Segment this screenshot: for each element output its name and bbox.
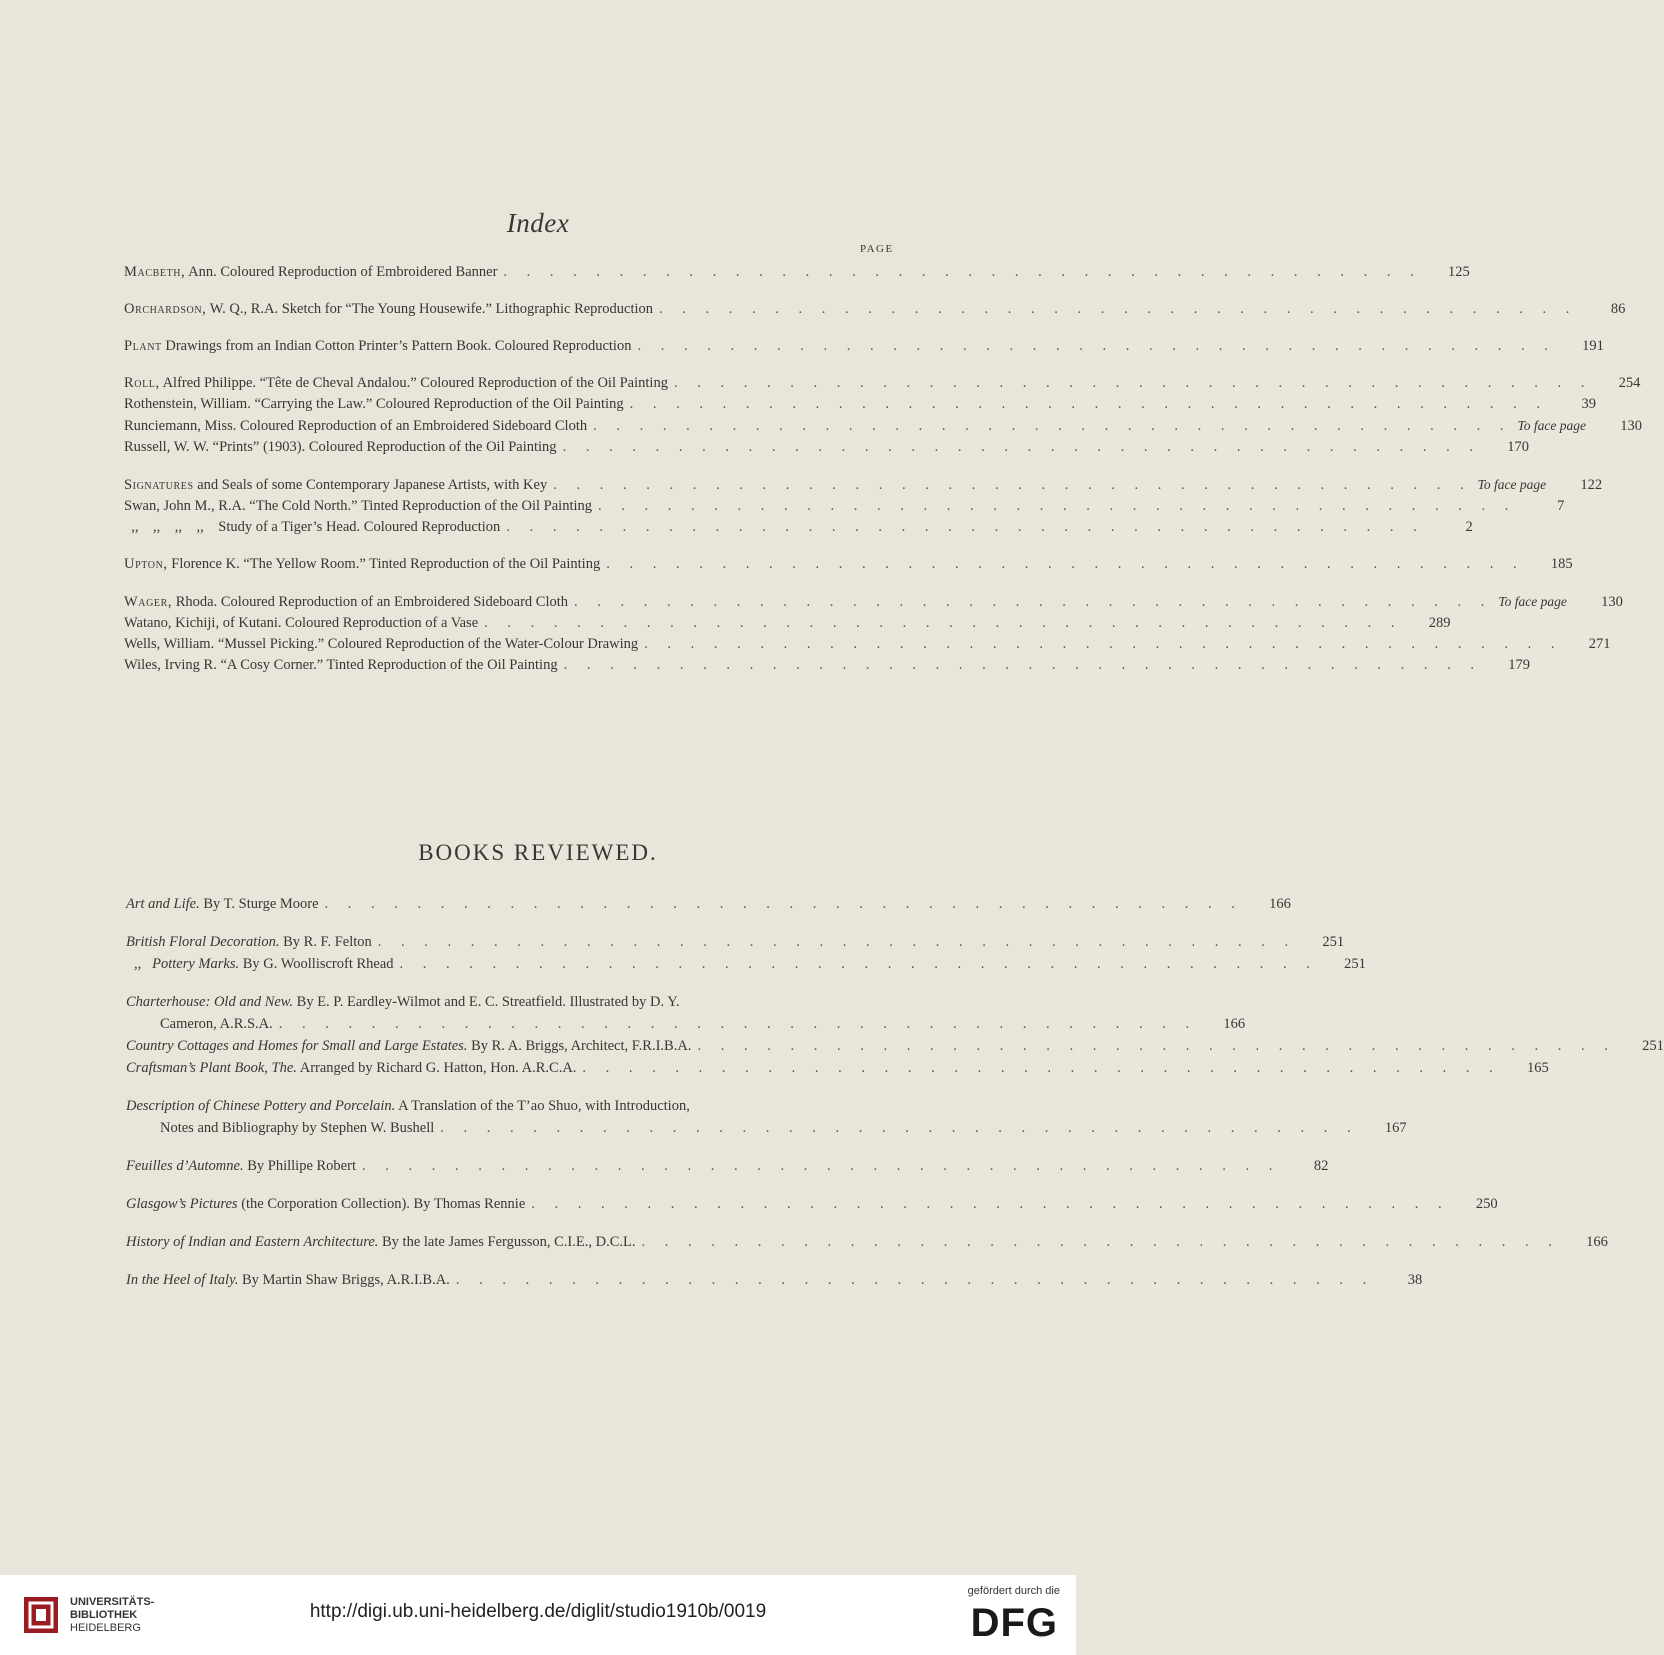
entry-surname: Orchardson,	[124, 301, 207, 317]
entry-description: ,, ,, ,, ,, Study of a Tiger’s Head. Coloured Reproduction	[124, 519, 501, 535]
index-entry	[124, 437, 1529, 458]
book-title: British Floral Decoration.	[126, 934, 280, 950]
book-entry	[126, 1155, 1329, 1177]
book-author: Cameron, A.R.S.A.	[160, 1016, 273, 1032]
index-entry	[124, 591, 1623, 613]
index-entry	[124, 336, 1604, 357]
group-spacer	[124, 357, 910, 373]
to-face-page-label: To face page	[1477, 477, 1547, 492]
entry-text	[124, 394, 624, 415]
entry-surname: Upton,	[124, 556, 168, 572]
dot-leader	[456, 1269, 1374, 1291]
book-title: Charterhouse: Old and New.	[126, 994, 294, 1010]
group-spacer	[126, 1079, 910, 1095]
index-entry	[124, 634, 1611, 655]
page-column-label: PAGE	[860, 243, 894, 255]
dot-leader	[531, 1193, 1449, 1215]
book-title: Description of Chinese Pottery and Porcelain.	[126, 1098, 396, 1114]
group-spacer	[124, 458, 910, 474]
entry-text	[124, 634, 638, 655]
book-entry-text	[160, 1117, 434, 1139]
book-entry	[126, 991, 910, 1013]
index-entry	[124, 394, 1596, 415]
dot-leader	[641, 1231, 1559, 1253]
dot-leader	[574, 592, 1492, 613]
entry-description: Rothenstein, William. “Carrying the Law.” Coloured Reproduction of the Oil Painting	[124, 396, 624, 412]
group-spacer	[126, 1139, 910, 1155]
book-entry	[126, 1117, 1407, 1139]
entry-description: Russell, W. W. “Prints” (1903). Coloured Reproduction of the Oil Painting	[124, 439, 557, 455]
book-entry-text	[160, 1013, 273, 1035]
entry-description: Runciemann, Miss. Coloured Reproduction of an Embroidered Sideboard Cloth	[124, 418, 588, 434]
page-number: 82	[1313, 1158, 1329, 1174]
entry-text	[124, 592, 568, 613]
book-title: Feuilles d’Automne.	[126, 1158, 244, 1174]
page-number: 251	[1344, 956, 1366, 972]
entry-description: and Seals of some Contemporary Japanese Artists, with Key	[193, 477, 548, 493]
dot-leader	[362, 1155, 1280, 1177]
book-title: History of Indian and Eastern Architecture.	[126, 1234, 379, 1250]
book-entry-text	[126, 1057, 576, 1079]
index-entry	[124, 262, 1470, 283]
book-entry-text	[126, 931, 372, 953]
book-entry-text	[126, 893, 319, 915]
book-author: By T. Sturge Moore	[199, 896, 319, 912]
entry-description: Alfred Philippe. “Tête de Cheval Andalou.” Coloured Reproduction of the Oil Painting	[159, 375, 668, 391]
book-author: (the Corporation Collection). By Thomas Rennie	[237, 1196, 526, 1212]
book-entry	[126, 1231, 1608, 1253]
to-face-page-label: To face page	[1498, 594, 1567, 609]
index-entry	[124, 655, 1530, 676]
dot-leader	[697, 1035, 1615, 1057]
index-entry	[124, 496, 1565, 517]
dot-leader	[637, 336, 1555, 357]
book-author: By the late James Fergusson, C.I.E., D.C.L.	[378, 1234, 636, 1250]
page-number: 38	[1407, 1272, 1423, 1288]
page-number: 130	[1620, 418, 1642, 434]
dot-leader	[606, 554, 1524, 575]
page-number: 39	[1581, 396, 1596, 412]
book-entry-text	[126, 1269, 450, 1291]
page-number: 251	[1642, 1038, 1664, 1054]
book-entry-text	[126, 1155, 356, 1177]
group-spacer	[126, 975, 910, 991]
page-number: 165	[1527, 1060, 1549, 1076]
dot-leader	[279, 1013, 1197, 1035]
entry-text	[124, 416, 587, 437]
book-title: Craftsman’s Plant Book, The.	[126, 1060, 297, 1076]
page-number: 166	[1269, 896, 1291, 912]
group-spacer	[126, 1215, 910, 1231]
book-entry	[126, 1057, 1549, 1079]
entry-surname: Plant	[124, 338, 162, 354]
book-author: By G. Woolliscroft Rhead	[239, 956, 394, 972]
book-author: Notes and Bibliography by Stephen W. Bushell	[160, 1120, 435, 1136]
index-entry	[124, 373, 1641, 394]
book-entry	[126, 1269, 1423, 1291]
page-number: 185	[1550, 556, 1573, 572]
book-author: By R. A. Briggs, Architect, F.R.I.B.A.	[467, 1038, 692, 1054]
book-entry	[126, 931, 1345, 953]
page-number: 250	[1475, 1196, 1498, 1212]
group-spacer	[126, 1177, 910, 1193]
page-number: 7	[1557, 498, 1565, 514]
library-name-line2: BIBLIOTHEK	[70, 1609, 138, 1621]
group-spacer	[124, 538, 910, 554]
dfg-logo: DFG	[970, 1601, 1058, 1645]
book-author: By E. P. Eardley-Wilmot and E. C. Streatfield. Illustrated by D. Y.	[293, 994, 680, 1010]
entry-text	[124, 336, 631, 357]
source-url-link[interactable]: http://digi.ub.uni-heidelberg.de/diglit/studio1910b/0019	[309, 1601, 767, 1622]
book-entry-text	[126, 991, 679, 1013]
page-number: 167	[1384, 1120, 1407, 1136]
index-list	[124, 262, 1642, 676]
book-title: Country Cottages and Homes for Small and Large Estates.	[126, 1038, 468, 1054]
book-author: By R. F. Felton	[279, 934, 372, 950]
index-entry	[124, 474, 1603, 496]
book-author: By Phillipe Robert	[243, 1158, 356, 1174]
index-title: Index	[506, 208, 570, 238]
entry-text	[124, 496, 592, 517]
books-reviewed-list	[126, 893, 1664, 1291]
book-entry-text	[126, 1193, 525, 1215]
entry-text	[124, 262, 497, 283]
book-entry	[126, 953, 1366, 975]
entry-surname: Roll,	[124, 375, 160, 391]
dot-leader	[553, 475, 1471, 496]
page-number: 130	[1601, 594, 1623, 610]
entry-description: Watano, Kichiji, of Kutani. Coloured Reproduction of a Vase	[124, 615, 479, 631]
page-number: 179	[1508, 657, 1530, 673]
dot-leader	[563, 437, 1481, 458]
entry-description: Ann. Coloured Reproduction of Embroidered Banner	[185, 264, 498, 280]
funding-label: gefördert durch die	[967, 1585, 1060, 1597]
to-face-page-label: To face page	[1517, 418, 1586, 433]
book-entry-text	[126, 1095, 690, 1117]
book-entry-text	[126, 1231, 635, 1253]
entry-text	[124, 613, 478, 634]
dot-leader	[503, 262, 1421, 283]
entry-description: Wiles, Irving R. “A Cosy Corner.” Tinted Reproduction of the Oil Painting	[124, 657, 558, 673]
page-number: 122	[1580, 477, 1603, 493]
dot-leader	[484, 613, 1402, 634]
book-author: A Translation of the T’ao Shuo, with Introduction,	[395, 1098, 690, 1114]
entry-surname: Signatures	[124, 477, 194, 493]
entry-text	[124, 299, 653, 320]
digitization-footer	[0, 1575, 1076, 1655]
page-number: 125	[1448, 264, 1470, 280]
dot-leader	[630, 394, 1548, 415]
group-spacer	[126, 1253, 910, 1269]
page-number: 254	[1618, 375, 1641, 391]
index-entry	[124, 415, 1642, 437]
dot-leader	[440, 1117, 1358, 1139]
dot-leader	[598, 496, 1516, 517]
group-spacer	[124, 320, 910, 336]
book-entry	[126, 1035, 1664, 1057]
index-entry	[124, 517, 1473, 538]
book-title: Art and Life.	[126, 896, 200, 912]
entry-text	[124, 437, 557, 458]
book-title: ,, Pottery Marks.	[134, 956, 240, 972]
book-entry	[126, 893, 1291, 915]
library-name-line1: UNIVERSITÄTS-	[70, 1596, 155, 1608]
page-number: 251	[1322, 934, 1345, 950]
dot-leader	[400, 953, 1318, 975]
index-entry	[124, 299, 1626, 320]
group-spacer	[124, 283, 910, 299]
page-number: 86	[1610, 301, 1626, 317]
book-title: In the Heel of Italy.	[126, 1272, 239, 1288]
entry-description: Rhoda. Coloured Reproduction of an Embroidered Sideboard Cloth	[172, 594, 568, 610]
dot-leader	[674, 373, 1592, 394]
dot-leader	[564, 655, 1482, 676]
dot-leader	[582, 1057, 1500, 1079]
dot-leader	[506, 517, 1424, 538]
page-number: 166	[1586, 1234, 1608, 1250]
dot-leader	[659, 299, 1577, 320]
group-spacer	[124, 575, 910, 591]
book-entry-text	[126, 1035, 691, 1057]
entry-description: Swan, John M., R.A. “The Cold North.” Tinted Reproduction of the Oil Painting	[124, 498, 593, 514]
page-number: 271	[1588, 636, 1611, 652]
book-entry-text	[134, 953, 394, 975]
book-author: Arranged by Richard G. Hatton, Hon. A.R.C.A.	[296, 1060, 577, 1076]
entry-surname: Macbeth,	[124, 264, 186, 280]
book-entry	[126, 1013, 1246, 1035]
book-entry	[126, 1095, 910, 1117]
index-entry	[124, 613, 1451, 634]
entry-description: W. Q., R.A. Sketch for “The Young Housewife.” Lithographic Reproduction	[206, 301, 654, 317]
page-number: 170	[1507, 439, 1529, 455]
page-number: 2	[1465, 519, 1473, 535]
book-entry	[126, 1193, 1498, 1215]
entry-text	[124, 373, 668, 394]
entry-text	[124, 517, 500, 538]
page-number: 289	[1428, 615, 1451, 631]
entry-description: Florence K. “The Yellow Room.” Tinted Reproduction of the Oil Painting	[167, 556, 601, 572]
books-reviewed-heading: BOOKS REVIEWED.	[418, 840, 658, 865]
dot-leader	[644, 634, 1562, 655]
index-entry	[124, 554, 1573, 575]
page-number: 166	[1223, 1016, 1246, 1032]
entry-text	[124, 554, 600, 575]
dot-leader	[593, 416, 1511, 437]
book-title: Glasgow’s Pictures	[126, 1196, 238, 1212]
dot-leader	[378, 931, 1296, 953]
group-spacer	[126, 915, 910, 931]
entry-text	[124, 475, 547, 496]
entry-description: Drawings from an Indian Cotton Printer’s Pattern Book. Coloured Reproduction	[161, 338, 632, 354]
book-author: By Martin Shaw Briggs, A.R.I.B.A.	[238, 1272, 450, 1288]
library-name-line3: HEIDELBERG	[70, 1622, 141, 1634]
page-number: 191	[1582, 338, 1604, 354]
entry-description: Wells, William. “Mussel Picking.” Coloured Reproduction of the Water-Colour Drawing	[124, 636, 639, 652]
entry-surname: Wager,	[124, 594, 173, 610]
entry-text	[124, 655, 558, 676]
dot-leader	[325, 893, 1243, 915]
